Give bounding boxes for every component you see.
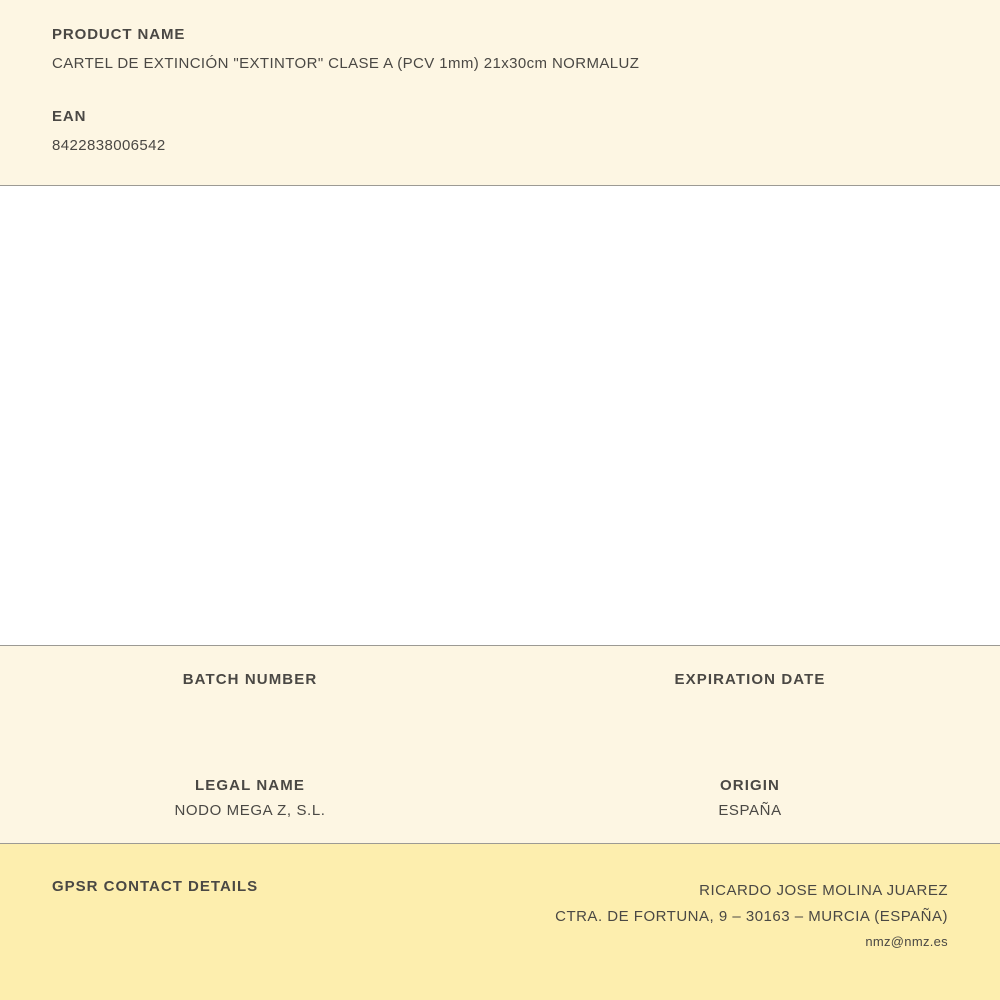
expiration-date-cell [500,670,1000,714]
expiration-date-label: EXPIRATION DATE [674,671,826,688]
gpsr-footer-section [0,844,1000,1000]
batch-number-label: BATCH NUMBER [182,671,318,688]
product-details-section [0,646,1000,844]
origin-cell [500,776,1000,821]
batch-number-cell [0,670,500,714]
details-row-spacer [0,714,1000,776]
ean-value: 8422838006542 [52,137,166,154]
legal-name-cell [0,776,500,821]
gpsr-contact-address: CTRA. DE FORTUNA, 9 – 30163 – MURCIA (ESPAÑA) [555,908,948,926]
legal-name-label: LEGAL NAME [195,776,305,794]
gpsr-contact-name: RICARDO JOSE MOLINA JUAREZ [699,882,948,899]
origin-value: ESPAÑA [718,802,782,819]
expiration-date-value [520,696,980,714]
product-info-section [0,0,1000,186]
product-name-value: CARTEL DE EXTINCIÓN "EXTINTOR" CLASE A (PCV 1mm) 21x30cm NORMALUZ [52,55,640,72]
section-spacer [52,72,948,108]
gpsr-contact-details [555,878,948,953]
origin-label: ORIGIN [720,776,780,794]
batch-number-value [20,696,480,714]
batch-expiration-row [0,670,1000,714]
legal-origin-row [0,776,1000,821]
gpsr-contact-email: nmz@nmz.es [865,933,948,949]
legal-name-value: NODO MEGA Z, S.L. [174,802,326,819]
product-name-label: PRODUCT NAME [52,26,186,43]
product-image-area [0,186,1000,646]
gpsr-contact-label: GPSR CONTACT DETAILS [52,878,259,895]
ean-label: EAN [52,108,87,125]
